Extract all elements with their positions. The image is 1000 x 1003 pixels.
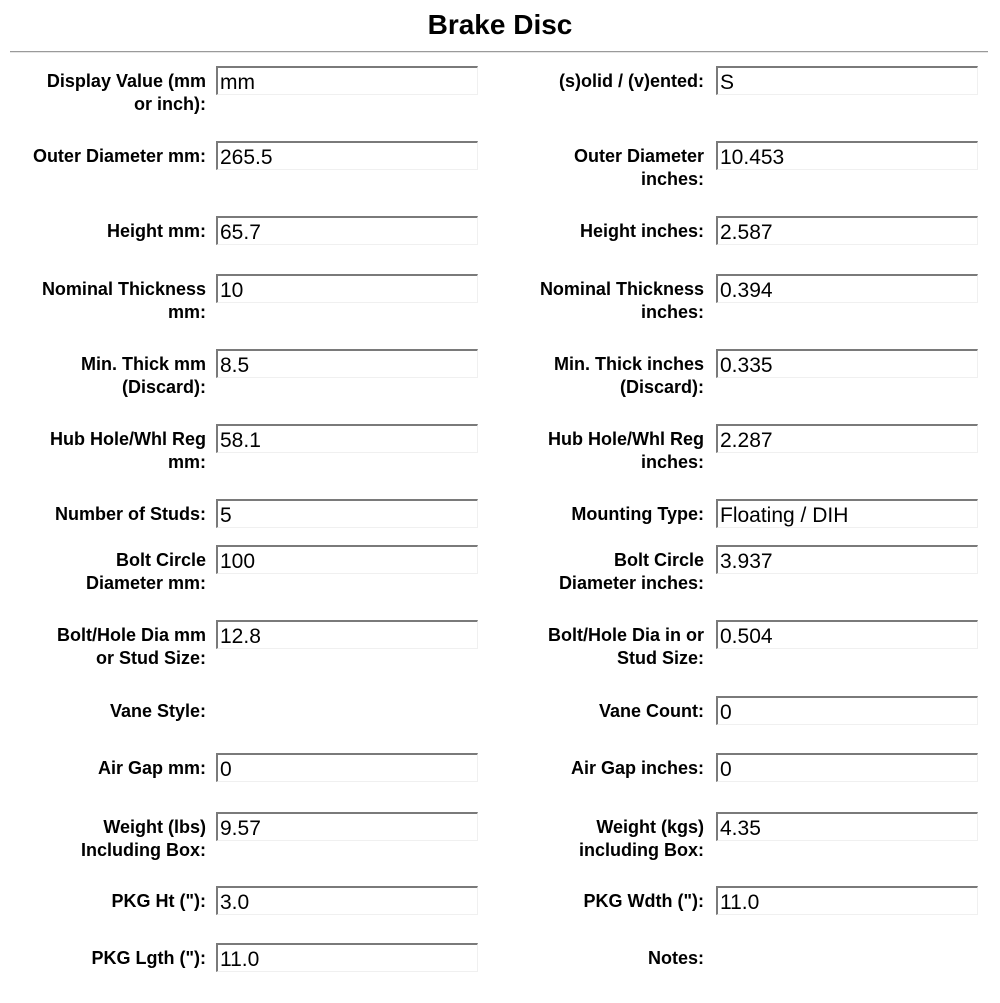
- mounting-type-label: Mounting Type:: [571, 504, 704, 524]
- bolt-hole-in-field[interactable]: 0.504: [716, 620, 978, 649]
- page-title: Brake Disc: [427, 9, 573, 40]
- outer-diameter-in-label: Outer Diameter inches:: [573, 146, 704, 189]
- air-gap-mm-label: Air Gap mm:: [97, 758, 206, 778]
- pkg-lgth-label: PKG Lgth ("):: [91, 948, 206, 968]
- form-row: [0, 66, 1000, 126]
- title-divider: [10, 51, 988, 53]
- bolt-hole-mm-label: Bolt/Hole Dia mm or Stud Size:: [56, 625, 206, 668]
- vane-count-label: Vane Count:: [598, 701, 704, 721]
- form-row: [0, 696, 1000, 756]
- bolt-circle-in-label: Bolt Circle Diameter inches:: [558, 550, 704, 593]
- min-thick-in-label: Min. Thick inches (Discard):: [553, 354, 704, 397]
- hub-hole-in-field[interactable]: 2.287: [716, 424, 978, 453]
- outer-diameter-mm-field[interactable]: 265.5: [216, 141, 478, 170]
- vane-style-label: Vane Style:: [109, 701, 206, 721]
- display-value-field[interactable]: mm: [216, 66, 478, 95]
- pkg-wdth-field[interactable]: 11.0: [716, 886, 978, 915]
- air-gap-in-label: Air Gap inches:: [570, 758, 704, 778]
- air-gap-in-field[interactable]: 0: [716, 753, 978, 782]
- height-in-field[interactable]: 2.587: [716, 216, 978, 245]
- bolt-circle-mm-field[interactable]: 100: [216, 545, 478, 574]
- bolt-hole-mm-field[interactable]: 12.8: [216, 620, 478, 649]
- vane-count-field[interactable]: 0: [716, 696, 978, 725]
- nominal-thickness-mm-label: Nominal Thickness mm:: [41, 279, 206, 322]
- nominal-thickness-in-label: Nominal Thickness inches:: [539, 279, 704, 322]
- weight-kgs-label: Weight (kgs) including Box:: [579, 817, 704, 860]
- weight-lbs-label: Weight (lbs) Including Box:: [81, 817, 206, 860]
- hub-hole-mm-label: Hub Hole/Whl Reg mm:: [50, 429, 206, 472]
- min-thick-mm-field[interactable]: 8.5: [216, 349, 478, 378]
- pkg-ht-field[interactable]: 3.0: [216, 886, 478, 915]
- form-row: [0, 349, 1000, 409]
- pkg-ht-label: PKG Ht ("):: [111, 891, 206, 911]
- form-row: [0, 274, 1000, 334]
- height-in-label: Height inches:: [579, 221, 704, 241]
- form-row: [0, 886, 1000, 946]
- number-of-studs-field[interactable]: 5: [216, 499, 478, 528]
- pkg-wdth-label: PKG Wdth ("):: [583, 891, 704, 911]
- display-value-label: Display Value (mm or inch):: [46, 71, 206, 114]
- pkg-lgth-field[interactable]: 11.0: [216, 943, 478, 972]
- min-thick-mm-label: Min. Thick mm (Discard):: [80, 354, 206, 397]
- outer-diameter-in-field[interactable]: 10.453: [716, 141, 978, 170]
- hub-hole-in-label: Hub Hole/Whl Reg inches:: [548, 429, 704, 472]
- bolt-circle-mm-label: Bolt Circle Diameter mm:: [85, 550, 206, 593]
- height-mm-field[interactable]: 65.7: [216, 216, 478, 245]
- nominal-thickness-mm-field[interactable]: 10: [216, 274, 478, 303]
- number-of-studs-label: Number of Studs:: [55, 504, 206, 524]
- bolt-circle-in-field[interactable]: 3.937: [716, 545, 978, 574]
- solid-vented-field[interactable]: S: [716, 66, 978, 95]
- mounting-type-field[interactable]: Floating / DIH: [716, 499, 978, 528]
- nominal-thickness-in-field[interactable]: 0.394: [716, 274, 978, 303]
- form-row: [0, 620, 1000, 680]
- form-row: [0, 424, 1000, 484]
- air-gap-mm-field[interactable]: 0: [216, 753, 478, 782]
- form-row: [0, 141, 1000, 201]
- height-mm-label: Height mm:: [107, 221, 206, 241]
- form-row: [0, 943, 1000, 1003]
- hub-hole-mm-field[interactable]: 58.1: [216, 424, 478, 453]
- form-row: [0, 216, 1000, 276]
- form-row: [0, 545, 1000, 605]
- bolt-hole-in-label: Bolt/Hole Dia in or Stud Size:: [547, 625, 704, 668]
- min-thick-in-field[interactable]: 0.335: [716, 349, 978, 378]
- notes-label: Notes:: [647, 948, 704, 968]
- form-row: [0, 753, 1000, 813]
- weight-kgs-field[interactable]: 4.35: [716, 812, 978, 841]
- outer-diameter-mm-label: Outer Diameter mm:: [32, 146, 206, 166]
- form-row: [0, 812, 1000, 872]
- weight-lbs-field[interactable]: 9.57: [216, 812, 478, 841]
- solid-vented-label: (s)olid / (v)ented:: [559, 71, 704, 91]
